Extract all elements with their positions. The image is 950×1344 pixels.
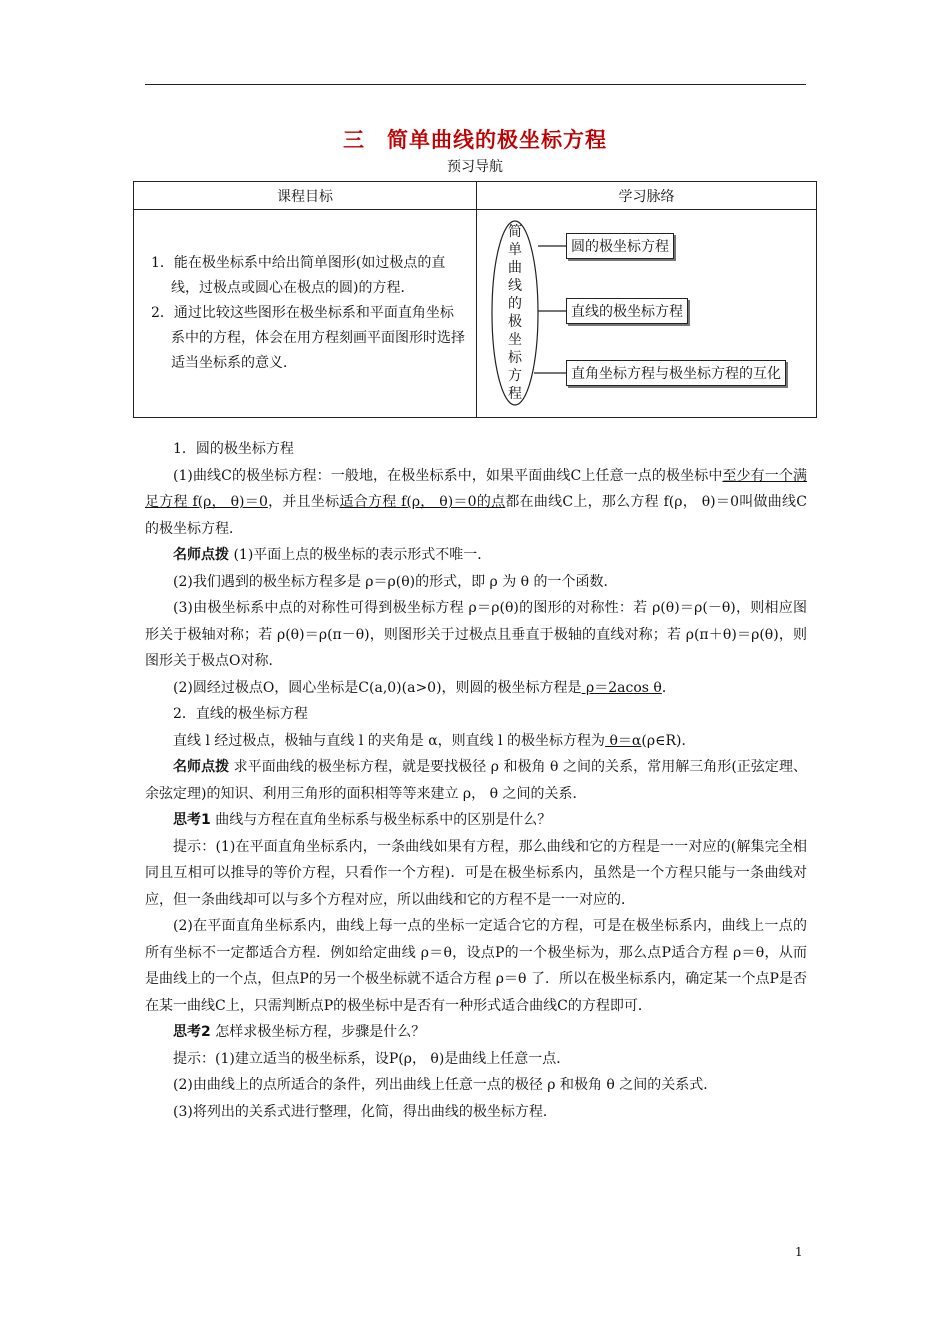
header-rule	[145, 84, 806, 85]
outline-diagram	[478, 211, 815, 416]
underlined-answer: ρ＝2acos θ	[581, 679, 662, 696]
text: (1)曲线C的极坐标方程：一般地，在极坐标系中，如果平面曲线C上任意一点的极坐标中	[173, 467, 723, 484]
root-char: 方	[508, 368, 522, 384]
text: (1)平面上点的极坐标的表示形式不唯一．	[229, 547, 492, 563]
root-char: 的	[508, 296, 522, 312]
underlined-answer: θ＝α	[605, 732, 642, 749]
paragraph: (2)由曲线上的点所适合的条件，列出曲线上任意一点的极径 ρ 和极角 θ 之间的关系式．	[173, 1077, 718, 1093]
section-number: 三	[343, 128, 365, 152]
paragraph	[145, 675, 807, 702]
underlined-answer: 适合方程 f(ρ， θ)＝0的点	[339, 494, 506, 510]
paragraph: (2)我们遇到的极坐标方程多是 ρ＝ρ(θ)的形式，即 ρ 为 θ 的一个函数．	[173, 573, 618, 590]
root-char: 曲	[508, 260, 522, 276]
root-label	[502, 223, 528, 403]
think-question	[145, 807, 807, 834]
main-content	[145, 436, 807, 1125]
section-title: 简单曲线的极坐标方程	[387, 128, 607, 152]
page-title	[0, 124, 950, 154]
root-char: 程	[508, 386, 522, 402]
paragraph	[145, 463, 807, 543]
root-char: 极	[508, 314, 522, 330]
root-char: 简	[508, 224, 522, 240]
think-question	[145, 1019, 807, 1046]
goal-table	[133, 181, 817, 418]
root-char: 坐	[508, 332, 522, 348]
root-char: 线	[508, 278, 522, 294]
think-label: 思考1	[173, 812, 211, 828]
goal-item-1: 1．能在极坐标系中给出简单图形(如过极点的直线，过极点或圆心在极点的圆)的方程．	[151, 255, 446, 296]
tip-label: 名师点拨	[173, 759, 230, 775]
outline-cell	[477, 210, 817, 418]
paragraph: (3)由极坐标系中点的对称性可得到极坐标方程 ρ＝ρ(θ)的图形的对称性：若 ρ(θ)＝ρ(－θ)，则相应图形关于极轴对称；若 ρ(θ)＝ρ(π－θ)，则图形关于过极点且垂直于极轴的直线对称；若 ρ(π＋θ)＝ρ(θ)，则图形关于极点O对称．	[145, 600, 807, 669]
tip-paragraph	[145, 754, 807, 807]
paragraph: (3)将列出的关系式进行整理，化简，得出曲线的极坐标方程．	[173, 1103, 557, 1120]
paragraph: 提示：(1)建立适当的极坐标系，设P(ρ， θ)是曲线上任意一点．	[173, 1050, 571, 1067]
goal-item-2: 2．通过比较这些图形在极坐标系和平面直角坐标系中的方程，体会在用方程刻画平面图形时选择适当坐标系的意义．	[151, 305, 465, 371]
text: 求平面曲线的极坐标方程，就是要找极径 ρ 和极角 θ 之间的关系，常用解三角形(正弦定理、余弦定理)的知识、利用三角形的面积相等等来建立 ρ， θ 之间的关系．	[145, 759, 807, 802]
underlined-answer: 至少有一个满足方程 f(ρ， θ)＝0	[145, 467, 807, 510]
text: ，并且坐标	[267, 494, 340, 510]
goal-header: 课程目标	[134, 182, 477, 210]
outline-node-conversion: 直角坐标方程与极坐标方程的互化	[566, 360, 786, 386]
paragraph	[145, 728, 807, 755]
page-subtitle: 预习导航	[447, 159, 503, 175]
text: ．	[661, 679, 676, 696]
text: 怎样求极坐标方程，步骤是什么？	[210, 1024, 426, 1040]
text: 曲线与方程在直角坐标系与极坐标系中的区别是什么？	[210, 812, 552, 828]
section-heading-line: 2．直线的极坐标方程	[173, 706, 308, 722]
section-heading-circle: 1．圆的极坐标方程	[173, 441, 294, 457]
text: (2)圆经过极点O，圆心坐标是C(a,0)(a>0)，则圆的极坐标方程是	[173, 679, 582, 696]
text: 都在曲线C上，那么方程 f(ρ， θ)＝0叫做曲线C的极坐标方程．	[145, 494, 808, 537]
text: 直线 l 经过极点，极轴与直线 l 的夹角是 α，则直线 l 的极坐标方程为	[173, 732, 606, 749]
root-char: 标	[508, 350, 522, 366]
outline-node-line: 直线的极坐标方程	[566, 298, 688, 324]
outline-header: 学习脉络	[477, 182, 817, 210]
text: (ρ∈R)．	[641, 732, 696, 749]
page-number: 1	[795, 1245, 803, 1259]
tip-label: 名师点拨	[173, 547, 229, 563]
paragraph: 提示：(1)在平面直角坐标系内，一条曲线如果有方程，那么曲线和它的方程是一一对应的(解集完全相同且互相可以推导的等价方程，只看作一个方程)．可是在极坐标系内，虽然是一个方程只能与一条曲线对应，但一条曲线却可以与多个方程对应，所以曲线和它的方程不是一一对应的．	[145, 838, 807, 908]
think-label: 思考2	[173, 1024, 211, 1040]
root-char: 单	[508, 242, 522, 258]
goal-cell	[134, 210, 477, 418]
tip-paragraph	[145, 542, 807, 569]
outline-node-circle: 圆的极坐标方程	[566, 233, 674, 259]
paragraph: (2)在平面直角坐标系内，曲线上每一点的坐标一定适合它的方程，可是在极坐标系内，曲线上一点的所有坐标不一定都适合方程．例如给定曲线 ρ＝θ，设点P的一个极坐标为，那么点P适合方程 ρ＝θ，从而是曲线上的一个点，但点P的另一个极坐标就不适合方程 ρ＝θ 了．所以在极坐标系内，确定某一个点P是否在某一曲线C上，只需判断点P的极坐标中是否有一种形式适合曲线C的方程即可．	[145, 918, 807, 1014]
